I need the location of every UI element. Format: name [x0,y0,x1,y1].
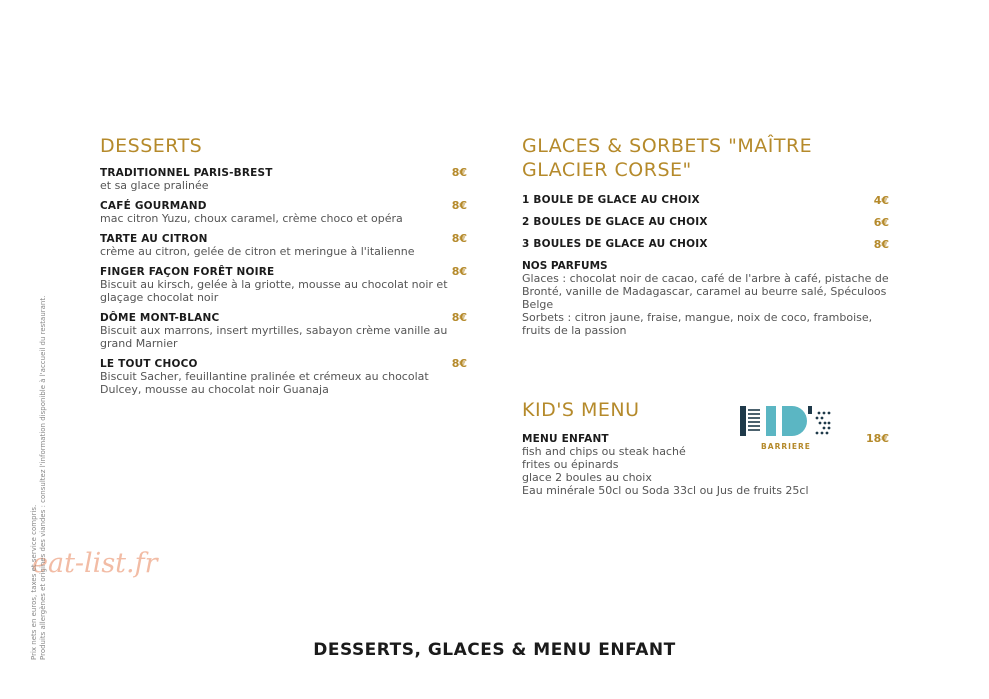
glaces-title: GLACES & SORBETS "MAÎTRE GLACIER CORSE" [522,135,813,181]
kids-item-name: MENU ENFANT [522,433,609,445]
side-note-line1: Prix nets en euros, taxes et service compris. [30,504,38,660]
dessert-item-head [100,265,467,278]
watermark: eat-list.fr [32,548,158,579]
kids-logo-graphic [740,404,832,454]
kids-menu-line: frites ou épinards [522,458,619,471]
kids-menu-line: Eau minérale 50cl ou Soda 33cl ou Jus de fruits 25cl [522,484,809,497]
dessert-name: LE TOUT CHOCO [100,358,198,370]
side-note [30,260,48,660]
dessert-name: CAFÉ GOURMAND [100,200,207,212]
desserts-title: DESSERTS [100,135,203,157]
footer-title: DESSERTS, GLACES & MENU ENFANT [313,640,676,660]
dessert-item-head [100,357,467,370]
dessert-desc: Biscuit au kirsch, gelée à la griotte, mousse au chocolat noir et glaçage chocolat noir [100,278,448,304]
glace-price: 8€ [873,238,889,251]
dessert-desc: Biscuit Sacher, feuillantine pralinée et crémeux au chocolat Dulcey, mousse au chocolat noir Guanaja [100,370,429,396]
dessert-item-head [100,166,467,179]
glace-name: 2 BOULES DE GLACE AU CHOIX [522,216,708,228]
dessert-price: 8€ [451,232,467,245]
kids-menu-line: fish and chips ou steak haché [522,445,686,458]
dessert-name: TARTE AU CITRON [100,233,208,245]
dessert-item [100,232,467,258]
dessert-name: FINGER FAÇON FORÊT NOIRE [100,266,275,278]
dessert-item-head [100,199,467,212]
dessert-item [100,166,467,192]
parfums-sorbets: Sorbets : citron jaune, fraise, mangue, noix de coco, framboise, fruits de la passion [522,311,873,337]
dessert-name: TRADITIONNEL PARIS-BREST [100,167,273,179]
glace-name: 3 BOULES DE GLACE AU CHOIX [522,238,708,250]
dessert-item-head [100,232,467,245]
dessert-price: 8€ [451,166,467,179]
glace-item [522,194,889,207]
desserts-section [100,134,467,403]
dessert-item [100,199,467,225]
kids-section [522,398,889,497]
parfums-glaces: Glaces : chocolat noir de cacao, café de l'arbre à café, pistache de Bronté, vanille de Madagascar, caramel au beurre salé, Spéculoos Belge [522,272,889,311]
dessert-desc: et sa glace pralinée [100,179,209,192]
glace-list [522,194,889,251]
glace-price: 4€ [873,194,889,207]
dessert-item [100,311,467,350]
dessert-price: 8€ [451,311,467,324]
glace-item [522,238,889,251]
dessert-price: 8€ [451,199,467,212]
glaces-section [522,134,889,337]
kids-lines [522,445,889,497]
kids-menu-line: glace 2 boules au choix [522,471,652,484]
glace-item [522,216,889,229]
side-note-line2: Produits allergènes et origines des viandes : consultez l'information disponible à l'accueil du restaurant. [39,295,47,660]
dessert-item [100,357,467,396]
kids-price: 18€ [866,432,889,445]
dessert-item-head [100,311,467,324]
glace-price: 6€ [873,216,889,229]
dessert-desc: Biscuit aux marrons, insert myrtilles, sabayon crème vanille au grand Marnier [100,324,448,350]
parfums-title: NOS PARFUMS [522,260,608,272]
kids-logo-sub: BARRIERE [761,442,811,451]
kids-item-head [522,432,889,445]
dessert-name: DÔME MONT-BLANC [100,312,220,324]
glace-name: 1 BOULE DE GLACE AU CHOIX [522,194,700,206]
dessert-price: 8€ [451,357,467,370]
kids-logo [740,404,832,454]
dessert-price: 8€ [451,265,467,278]
kids-title: KID'S MENU [522,399,640,421]
dessert-list [100,166,467,396]
dessert-desc: mac citron Yuzu, choux caramel, crème choco et opéra [100,212,403,225]
dessert-item [100,265,467,304]
dessert-desc: crème au citron, gelée de citron et meringue à l'italienne [100,245,415,258]
